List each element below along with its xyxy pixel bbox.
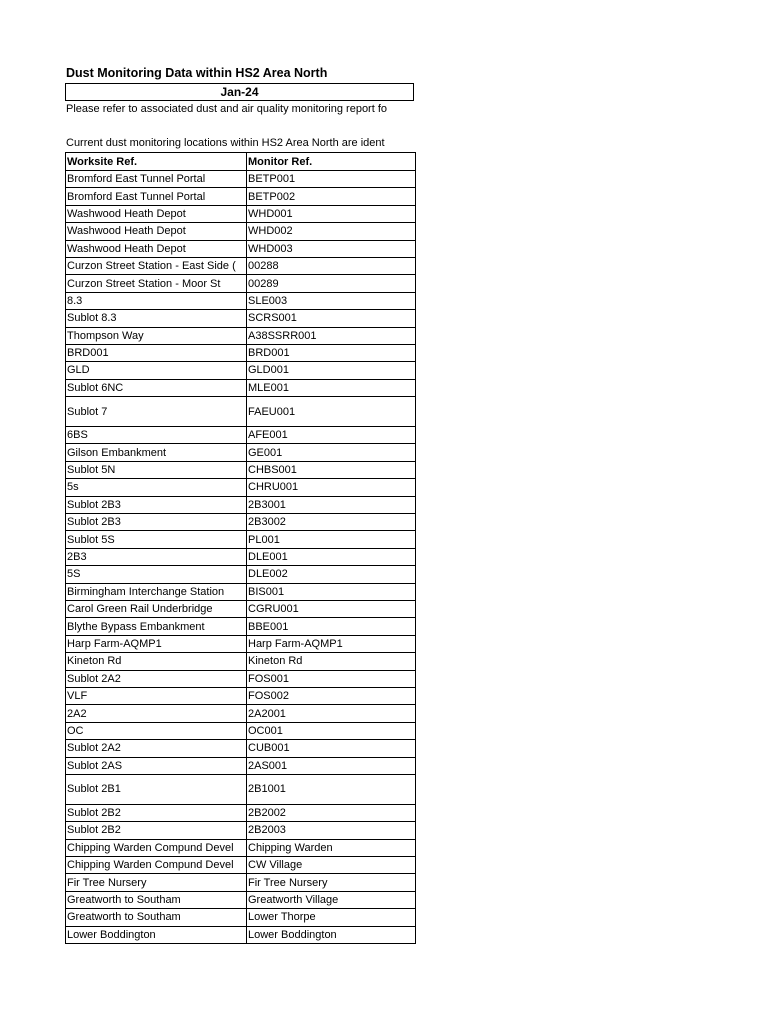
table-row xyxy=(66,514,416,531)
monitor-ref-cell: SLE003 xyxy=(247,292,416,309)
monitor-ref-cell: 2B3002 xyxy=(247,514,416,531)
month-cell: Jan-24 xyxy=(65,83,414,101)
monitor-ref-cell: DLE001 xyxy=(247,548,416,565)
monitor-ref-cell: 2A2001 xyxy=(247,705,416,722)
monitor-ref-cell: FOS001 xyxy=(247,670,416,687)
monitor-ref-cell: GE001 xyxy=(247,444,416,461)
monitor-ref-cell: 00289 xyxy=(247,275,416,292)
monitor-ref-cell: GLD001 xyxy=(247,362,416,379)
table-row xyxy=(66,926,416,943)
worksite-ref-cell: Chipping Warden Compund Devel xyxy=(66,839,247,856)
monitor-ref-cell: AFE001 xyxy=(247,427,416,444)
monitor-ref-cell: BETP002 xyxy=(247,188,416,205)
monitor-ref-cell: PL001 xyxy=(247,531,416,548)
worksite-ref-cell: Sublot 6NC xyxy=(66,379,247,396)
monitor-ref-cell: CGRU001 xyxy=(247,600,416,617)
monitor-ref-cell: 2B1001 xyxy=(247,774,416,804)
table-row xyxy=(66,583,416,600)
worksite-ref-cell: Greatworth to Southam xyxy=(66,909,247,926)
worksite-ref-cell: 2B3 xyxy=(66,548,247,565)
table-row xyxy=(66,804,416,821)
table-row xyxy=(66,327,416,344)
worksite-ref-cell: Gilson Embankment xyxy=(66,444,247,461)
table-row xyxy=(66,722,416,739)
table-row xyxy=(66,531,416,548)
monitor-ref-cell: 2B2003 xyxy=(247,822,416,839)
table-row xyxy=(66,548,416,565)
table-row xyxy=(66,240,416,257)
worksite-ref-cell: Sublot 2B1 xyxy=(66,774,247,804)
monitor-ref-cell: MLE001 xyxy=(247,379,416,396)
worksite-ref-cell: Carol Green Rail Underbridge xyxy=(66,600,247,617)
table-row xyxy=(66,257,416,274)
table-row xyxy=(66,670,416,687)
monitor-ref-cell: CUB001 xyxy=(247,740,416,757)
worksite-ref-cell: 2A2 xyxy=(66,705,247,722)
monitor-ref-cell: 2B3001 xyxy=(247,496,416,513)
worksite-ref-cell: Sublot 2B3 xyxy=(66,496,247,513)
worksite-ref-cell: 5S xyxy=(66,566,247,583)
table-row xyxy=(66,479,416,496)
monitor-ref-cell: CW Village xyxy=(247,857,416,874)
worksite-ref-cell: Washwood Heath Depot xyxy=(66,205,247,222)
locations-note: Current dust monitoring locations within HS2 Area North are ident xyxy=(66,137,385,149)
table-row xyxy=(66,635,416,652)
monitor-ref-cell: CHRU001 xyxy=(247,479,416,496)
table-row xyxy=(66,687,416,704)
monitor-ref-cell: 2B2002 xyxy=(247,804,416,821)
worksite-ref-cell: 5s xyxy=(66,479,247,496)
table-row xyxy=(66,740,416,757)
monitor-ref-cell: Greatworth Village xyxy=(247,891,416,908)
table-row xyxy=(66,362,416,379)
worksite-ref-cell: Sublot 2A2 xyxy=(66,740,247,757)
worksite-ref-cell: Thompson Way xyxy=(66,327,247,344)
table-row xyxy=(66,310,416,327)
monitor-ref-cell: WHD001 xyxy=(247,205,416,222)
table-row xyxy=(66,618,416,635)
table-row xyxy=(66,188,416,205)
table-row xyxy=(66,223,416,240)
table-row xyxy=(66,444,416,461)
reference-note: Please refer to associated dust and air quality monitoring report fo xyxy=(66,103,388,115)
table-row xyxy=(66,705,416,722)
worksite-ref-cell: Birmingham Interchange Station xyxy=(66,583,247,600)
table-row xyxy=(66,292,416,309)
worksite-ref-cell: Harp Farm-AQMP1 xyxy=(66,635,247,652)
worksite-ref-cell: Sublot 2B3 xyxy=(66,514,247,531)
worksite-ref-cell: Curzon Street Station - East Side ( xyxy=(66,257,247,274)
table-row xyxy=(66,496,416,513)
worksite-ref-cell: Fir Tree Nursery xyxy=(66,874,247,891)
table-row xyxy=(66,653,416,670)
table-row xyxy=(66,461,416,478)
table-row xyxy=(66,344,416,361)
worksite-ref-cell: Sublot 5S xyxy=(66,531,247,548)
table-row xyxy=(66,757,416,774)
table-row xyxy=(66,379,416,396)
monitor-ref-cell: Harp Farm-AQMP1 xyxy=(247,635,416,652)
worksite-ref-cell: 8.3 xyxy=(66,292,247,309)
monitor-ref-cell: FOS002 xyxy=(247,687,416,704)
table-row xyxy=(66,600,416,617)
table-row xyxy=(66,774,416,804)
table-row xyxy=(66,874,416,891)
monitor-ref-cell: FAEU001 xyxy=(247,397,416,427)
monitoring-table xyxy=(65,152,416,944)
monitor-ref-cell: WHD003 xyxy=(247,240,416,257)
worksite-ref-cell: 6BS xyxy=(66,427,247,444)
table-row xyxy=(66,822,416,839)
monitor-ref-cell: DLE002 xyxy=(247,566,416,583)
table-body xyxy=(66,171,416,944)
table-row xyxy=(66,275,416,292)
worksite-ref-cell: Sublot 2B2 xyxy=(66,822,247,839)
worksite-ref-cell: Bromford East Tunnel Portal xyxy=(66,171,247,188)
worksite-ref-cell: Lower Boddington xyxy=(66,926,247,943)
monitor-ref-cell: A38SSRR001 xyxy=(247,327,416,344)
worksite-ref-cell: OC xyxy=(66,722,247,739)
worksite-ref-cell: Sublot 8.3 xyxy=(66,310,247,327)
worksite-ref-cell: BRD001 xyxy=(66,344,247,361)
monitor-ref-cell: CHBS001 xyxy=(247,461,416,478)
monitor-ref-cell: OC001 xyxy=(247,722,416,739)
monitor-ref-cell: BETP001 xyxy=(247,171,416,188)
table-row xyxy=(66,205,416,222)
table-row xyxy=(66,397,416,427)
monitor-ref-cell: Kineton Rd xyxy=(247,653,416,670)
worksite-ref-cell: Sublot 2A2 xyxy=(66,670,247,687)
monitor-ref-cell: BIS001 xyxy=(247,583,416,600)
monitor-ref-cell: WHD002 xyxy=(247,223,416,240)
worksite-ref-cell: Sublot 2B2 xyxy=(66,804,247,821)
header-worksite-ref: Worksite Ref. xyxy=(66,153,247,171)
monitor-ref-cell: BRD001 xyxy=(247,344,416,361)
monitor-ref-cell: 00288 xyxy=(247,257,416,274)
document-title: Dust Monitoring Data within HS2 Area North xyxy=(66,66,328,80)
table-row xyxy=(66,857,416,874)
worksite-ref-cell: Sublot 2AS xyxy=(66,757,247,774)
worksite-ref-cell: Curzon Street Station - Moor St xyxy=(66,275,247,292)
worksite-ref-cell: Sublot 5N xyxy=(66,461,247,478)
table-row xyxy=(66,891,416,908)
worksite-ref-cell: Sublot 7 xyxy=(66,397,247,427)
monitor-ref-cell: Lower Boddington xyxy=(247,926,416,943)
worksite-ref-cell: Washwood Heath Depot xyxy=(66,223,247,240)
header-monitor-ref: Monitor Ref. xyxy=(247,153,416,171)
worksite-ref-cell: Greatworth to Southam xyxy=(66,891,247,908)
monitor-ref-cell: Fir Tree Nursery xyxy=(247,874,416,891)
worksite-ref-cell: Blythe Bypass Embankment xyxy=(66,618,247,635)
monitor-ref-cell: Chipping Warden xyxy=(247,839,416,856)
worksite-ref-cell: Washwood Heath Depot xyxy=(66,240,247,257)
table-row xyxy=(66,909,416,926)
table-row xyxy=(66,566,416,583)
worksite-ref-cell: VLF xyxy=(66,687,247,704)
monitor-ref-cell: BBE001 xyxy=(247,618,416,635)
monitor-ref-cell: 2AS001 xyxy=(247,757,416,774)
worksite-ref-cell: Kineton Rd xyxy=(66,653,247,670)
monitor-ref-cell: Lower Thorpe xyxy=(247,909,416,926)
table-row xyxy=(66,427,416,444)
table-row xyxy=(66,171,416,188)
worksite-ref-cell: Chipping Warden Compund Devel xyxy=(66,857,247,874)
worksite-ref-cell: GLD xyxy=(66,362,247,379)
table-row xyxy=(66,839,416,856)
table-header-row xyxy=(66,153,416,171)
worksite-ref-cell: Bromford East Tunnel Portal xyxy=(66,188,247,205)
monitor-ref-cell: SCRS001 xyxy=(247,310,416,327)
